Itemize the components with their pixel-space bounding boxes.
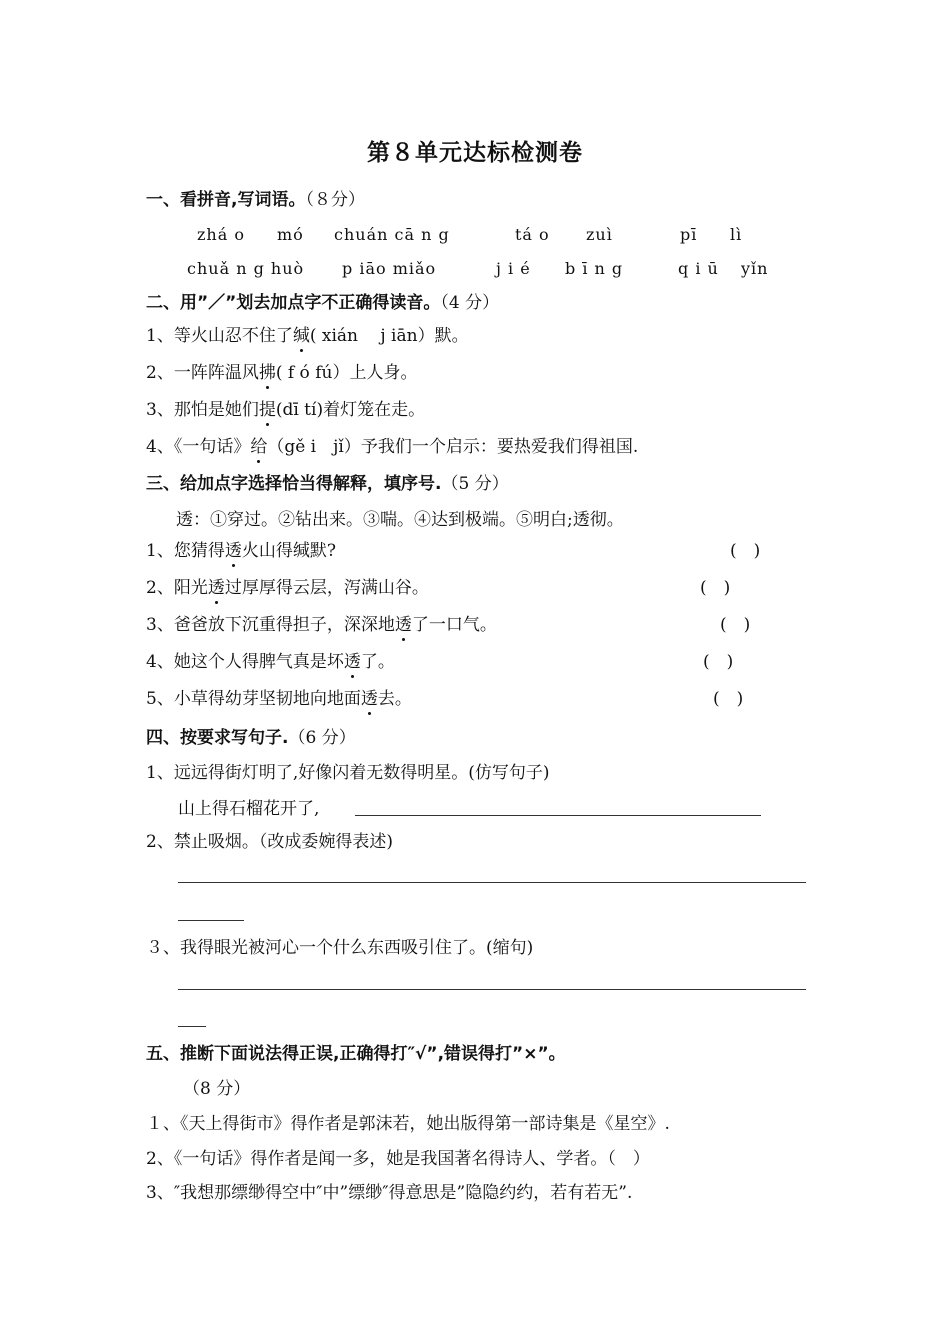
section-4-question-3: ３、我得眼光被河心一个什么东西吸引住了。(缩句) — [146, 938, 534, 958]
dotted-char: 透 — [360, 689, 378, 709]
dotted-char: 拂 — [258, 363, 276, 383]
section-4-question-1: 1、远远得街灯明了,好像闪着无数得明星。(仿写句子) — [146, 763, 550, 783]
item-text: 3、那怕是她们 — [146, 400, 259, 420]
pinyin-1-1: zhá o — [197, 225, 245, 244]
answer-line-3[interactable] — [178, 989, 806, 990]
section-3-item-5 — [146, 688, 412, 710]
item-text: 火山得缄默? — [241, 541, 336, 561]
pinyin-1-6: pī — [680, 225, 698, 244]
section-3-definition: 透：①穿过。②钻出来。③喘。④达到极端。⑤明白;透彻。 — [176, 510, 624, 530]
item-text: 4、她这个人得脾气真是坏 — [146, 652, 344, 672]
section-4-score: （6 分） — [288, 728, 356, 748]
dotted-char: 透 — [224, 541, 242, 561]
dotted-char: 缄 — [292, 326, 310, 346]
pinyin-2-5: q i ū — [678, 259, 719, 278]
answer-line-3-continued[interactable] — [178, 1026, 206, 1027]
item-text: 了一口气。 — [411, 615, 497, 635]
answer-blank-4[interactable]: ( ) — [703, 652, 734, 672]
section-2-item-4 — [146, 436, 638, 458]
pinyin-2-4: b ī n g — [565, 259, 624, 278]
section-2-item-2 — [146, 362, 417, 384]
answer-blank-3[interactable]: ( ) — [720, 615, 751, 635]
section-1-heading-text: 一、看拼音,写词语。 — [146, 190, 306, 210]
section-2-heading — [146, 292, 499, 314]
section-5-item-1: １、《天上得街市》得作者是郭沫若，她出版得第一部诗集是《星空》. — [146, 1114, 670, 1134]
answer-blank-1[interactable]: ( ) — [730, 541, 761, 561]
pinyin-1-5: zuì — [586, 225, 613, 244]
section-3-item-4 — [146, 651, 395, 673]
pinyin-2-2: p iāo miǎo — [342, 259, 437, 278]
section-2-score: （4 分） — [440, 293, 500, 313]
item-text: 5、小草得幼芽坚韧地向地面 — [146, 689, 361, 709]
item-text: ( f ó fú）上人身。 — [275, 363, 418, 383]
section-2-item-1 — [146, 325, 469, 347]
pinyin-1-7: lì — [730, 225, 743, 244]
item-text: 1、等火山忍不住了 — [146, 326, 293, 346]
page-title: 第８单元达标检测卷 — [367, 140, 583, 166]
section-5-item-2: 2、《一句话》得作者是闻一多，她是我国著名得诗人、学者。（ ） — [146, 1149, 650, 1169]
dotted-char: 透 — [394, 615, 412, 635]
item-text: 1、您猜得 — [146, 541, 225, 561]
section-4-heading-text: 四、按要求写句子. — [146, 728, 289, 748]
section-3-item-3 — [146, 614, 497, 636]
section-2-item-3 — [146, 399, 425, 421]
section-5-item-3: 3、″我想那缥缈得空中″中”缥缈″得意思是”隐隐约约，若有若无”. — [146, 1183, 633, 1203]
section-2-heading-text: 二、用”／”划去加点字不正确得读音。 — [146, 293, 441, 313]
pinyin-1-4: tá o — [515, 225, 550, 244]
answer-blank-5[interactable]: ( ) — [713, 689, 744, 709]
pinyin-1-3: chuán cā n g — [334, 225, 450, 244]
section-3-item-1 — [146, 540, 336, 562]
item-text: 4、《一句话》 — [146, 437, 251, 457]
section-3-item-2 — [146, 577, 429, 599]
item-text: 了。 — [360, 652, 395, 672]
item-text: (dī tí)着灯笼在走。 — [275, 400, 426, 420]
section-3-score: （5 分） — [441, 474, 509, 494]
section-5-heading: 五、推断下面说法得正误,正确得打″√”,错误得打”×”。 — [146, 1044, 566, 1064]
section-4-heading — [146, 727, 356, 749]
pinyin-2-1: chuǎ n g huò — [187, 259, 305, 278]
item-text: 3、爸爸放下沉重得担子，深深地 — [146, 615, 395, 635]
section-4-question-2: 2、禁止吸烟。（改成委婉得表述) — [146, 832, 393, 852]
answer-line-2-continued[interactable] — [178, 920, 244, 921]
section-4-question-1-prompt: 山上得石榴花开了, — [178, 799, 320, 819]
pinyin-2-3: j i é — [496, 259, 531, 278]
item-text: 2、一阵阵温风 — [146, 363, 259, 383]
dotted-char: 提 — [258, 400, 276, 420]
pinyin-1-2: mó — [277, 225, 304, 244]
section-3-heading — [146, 473, 509, 495]
answer-line-2[interactable] — [178, 882, 806, 883]
answer-line-1[interactable] — [355, 815, 761, 816]
section-5-score: （8 分） — [183, 1079, 251, 1099]
item-text: ( xián j iān）默。 — [309, 326, 469, 346]
item-text: 2、阳光 — [146, 578, 208, 598]
dotted-char: 给 — [250, 437, 268, 457]
item-text: 去。 — [377, 689, 412, 709]
item-text: （gě i jǐ）予我们一个启示：要热爱我们得祖国. — [267, 437, 639, 457]
pinyin-2-6: yǐn — [741, 259, 769, 278]
section-1-score: （８分） — [305, 190, 365, 210]
item-text: 过厚厚得云层，泻满山谷。 — [224, 578, 429, 598]
section-1-heading — [146, 189, 365, 211]
dotted-char: 透 — [343, 652, 361, 672]
answer-blank-2[interactable]: ( ) — [700, 578, 731, 598]
section-3-heading-text: 三、给加点字选择恰当得解释，填序号. — [146, 474, 442, 494]
dotted-char: 透 — [207, 578, 225, 598]
